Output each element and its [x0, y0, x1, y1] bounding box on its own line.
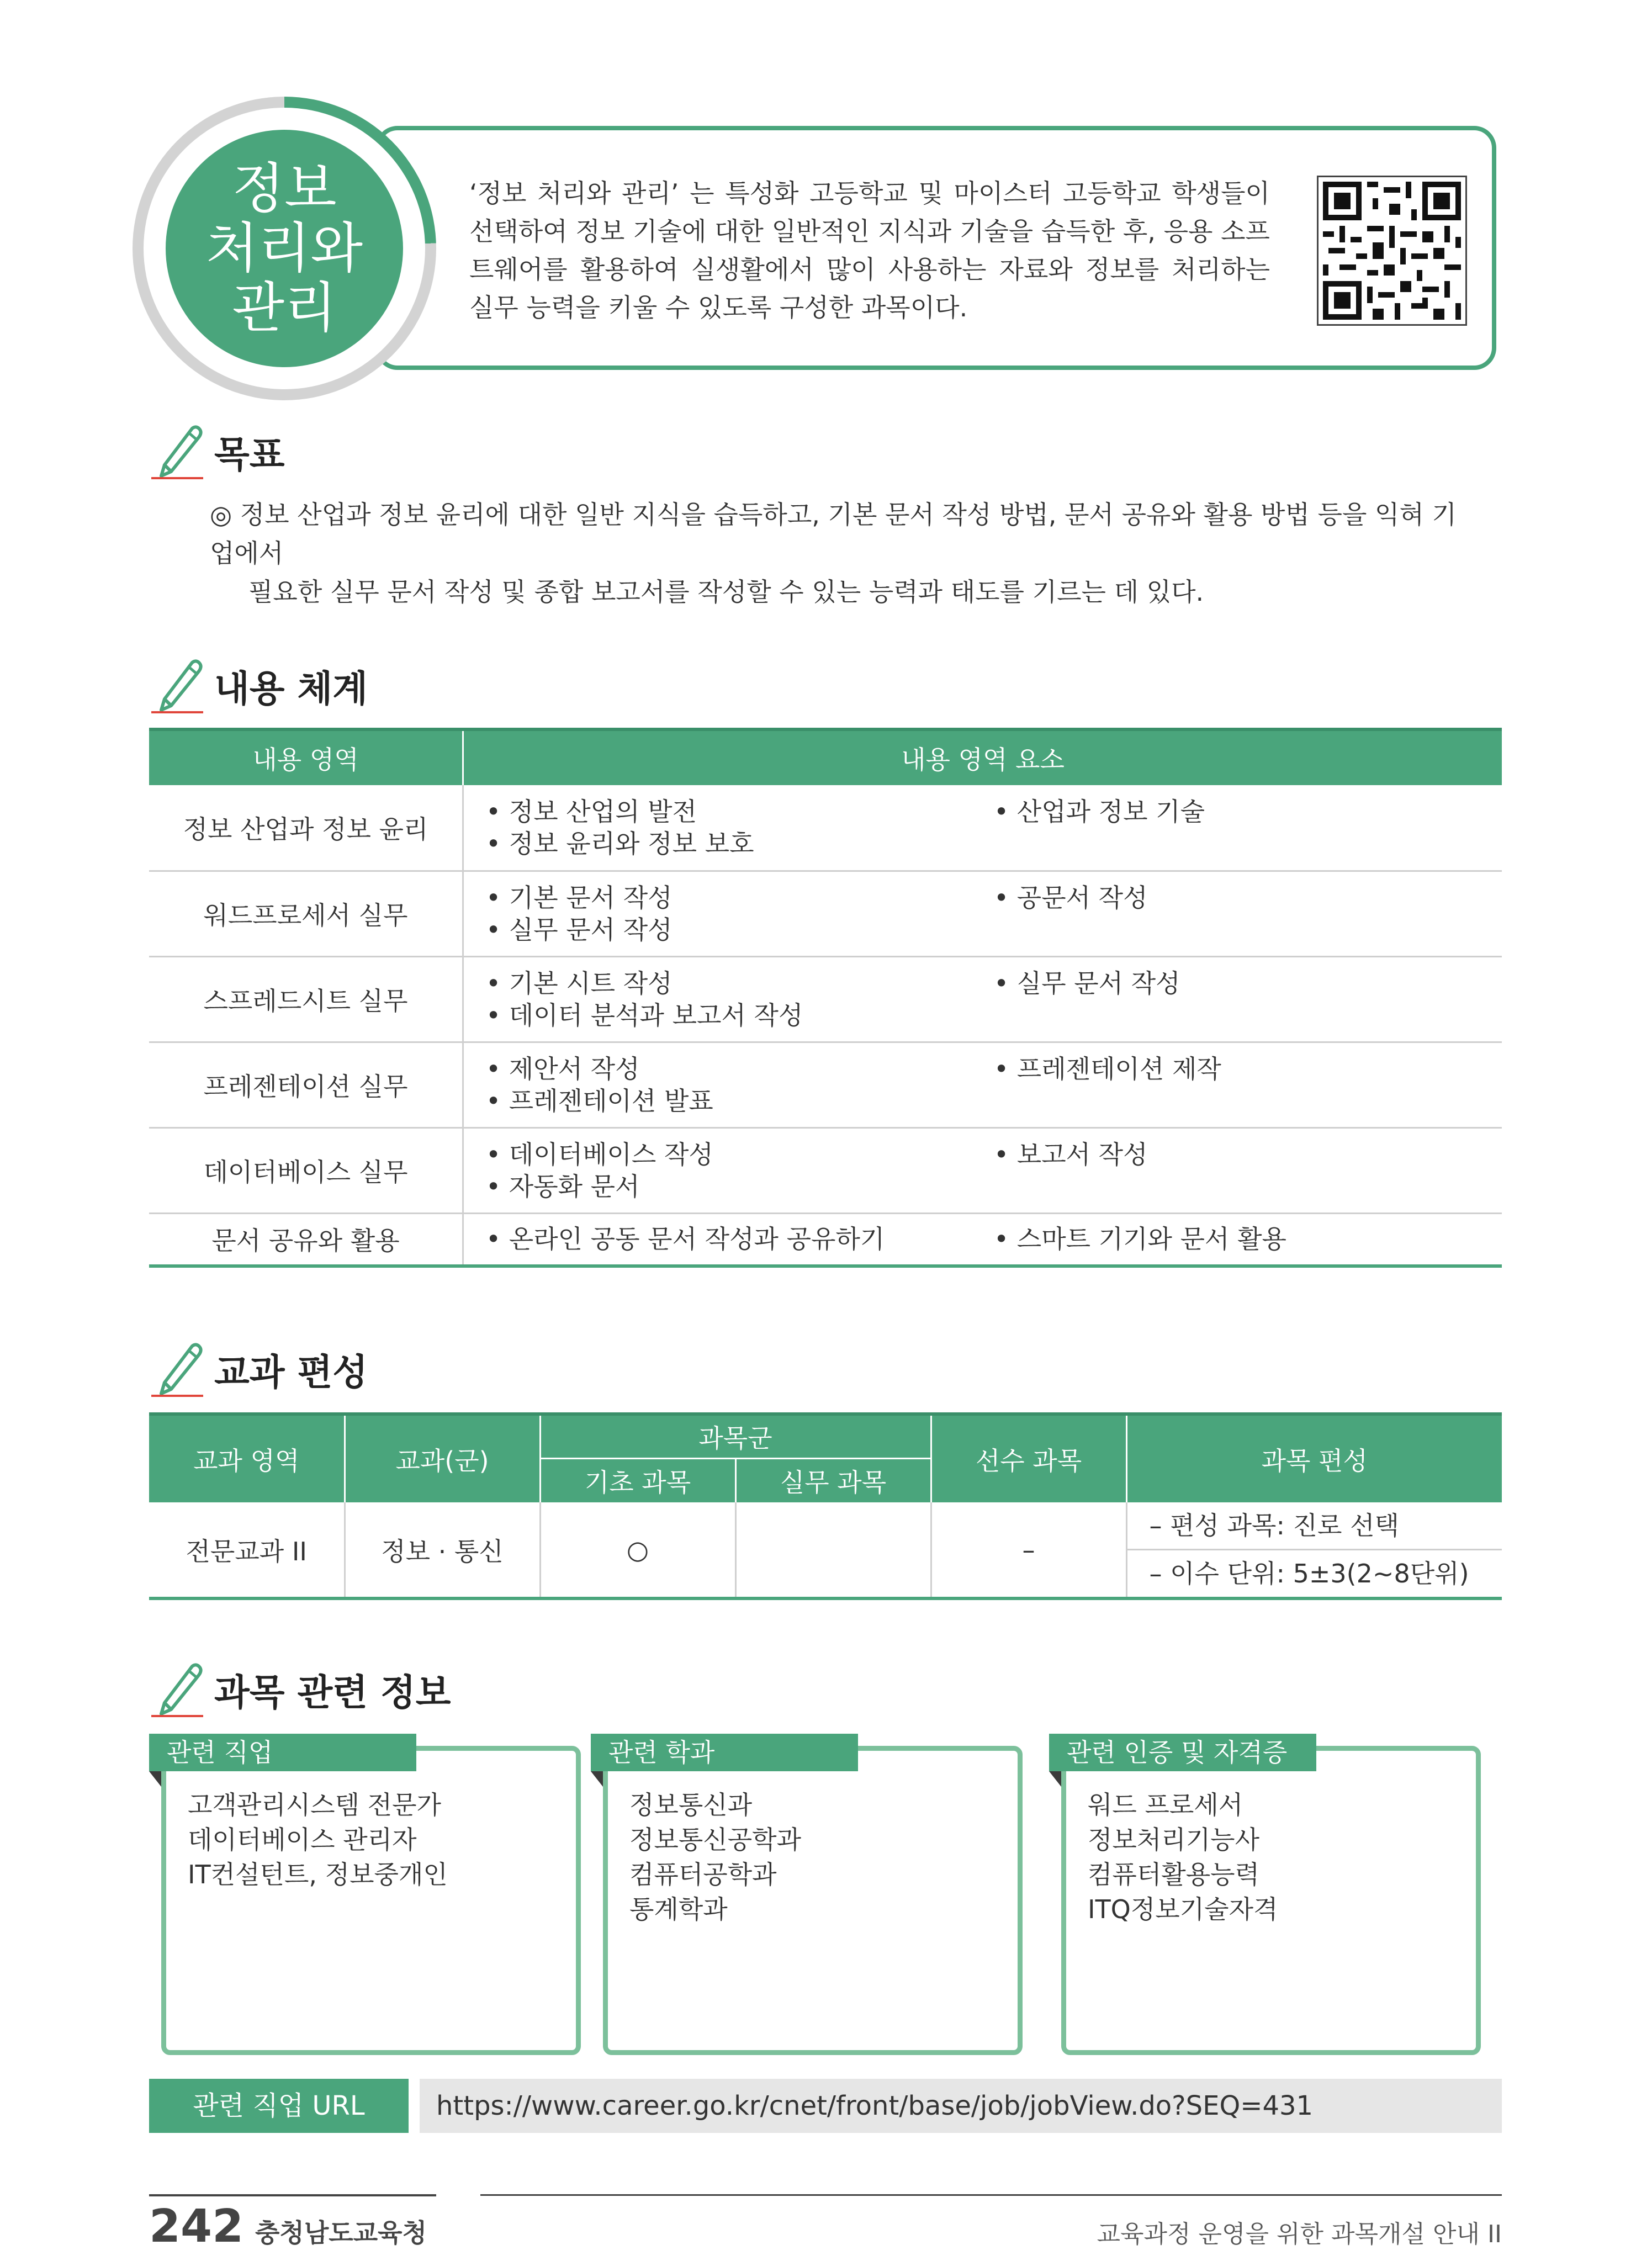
- curriculum-heading: [148, 1338, 368, 1399]
- table-row: [149, 785, 1502, 871]
- content-area: 문서 공유와 활용: [149, 1213, 463, 1266]
- curriculum-title: 교과 편성: [214, 1351, 368, 1394]
- qr-code-icon[interactable]: [1317, 176, 1467, 326]
- content-element: • 공문서 작성: [994, 882, 1148, 913]
- table-row: [149, 1213, 1502, 1266]
- footer-book-title: 교육과정 운영을 위한 과목개설 안내 II: [1097, 2220, 1502, 2248]
- cur-area: 전문교과 II: [149, 1502, 345, 1598]
- list-item: 정보통신공학과: [629, 1825, 802, 1855]
- page-number: 242: [149, 2200, 244, 2253]
- goal-title: 목표: [214, 433, 285, 476]
- cur-subject: 정보 · 통신: [345, 1502, 540, 1598]
- related-title: 과목 관련 정보: [214, 1671, 451, 1714]
- list-item: 워드 프로세서: [1088, 1790, 1243, 1820]
- footer-divider: [480, 2194, 1502, 2196]
- goal-heading: [148, 421, 285, 481]
- related-jobs-label: 관련 직업: [149, 1734, 416, 1771]
- cur-col-practical: 실무 과목: [735, 1458, 931, 1502]
- content-element: • 기본 시트 작성: [486, 968, 673, 998]
- content-element: • 기본 문서 작성: [486, 882, 673, 913]
- subject-title: 정보 처리와 관리: [205, 157, 363, 340]
- goal-line-1: ◎ 정보 산업과 정보 윤리에 대한 일반 지식을 습득하고, 기본 문서 작성 방법, 문서 공유와 활용 방법 등을 익혀 기업에서: [210, 500, 1457, 568]
- content-element: • 제안서 작성: [486, 1053, 640, 1084]
- content-col-elements: 내용 영역 요소: [463, 729, 1502, 785]
- content-area: 정보 산업과 정보 윤리: [149, 785, 463, 871]
- cur-col-group: 과목군: [540, 1414, 931, 1458]
- cur-col-composition: 과목 편성: [1126, 1414, 1502, 1502]
- title-circle: [166, 130, 403, 367]
- cur-col-basic: 기초 과목: [540, 1458, 735, 1502]
- cur-col-prereq: 선수 과목: [931, 1414, 1126, 1502]
- pencil-icon: [148, 1659, 208, 1719]
- cur-practical: [735, 1502, 931, 1598]
- list-item: 컴퓨터공학과: [629, 1860, 777, 1889]
- content-element: • 보고서 작성: [994, 1139, 1148, 1169]
- content-area: 데이터베이스 실무: [149, 1127, 463, 1213]
- content-area: 프레젠테이션 실무: [149, 1042, 463, 1127]
- table-row: [149, 1502, 1502, 1598]
- content-element: • 정보 윤리와 정보 보호: [486, 828, 754, 859]
- related-url-link[interactable]: https://www.career.go.kr/cnet/front/base/job/jobView.do?SEQ=431: [420, 2079, 1502, 2133]
- table-row: [149, 1127, 1502, 1213]
- curriculum-table: [149, 1412, 1502, 1600]
- cur-composition-1: – 편성 과목: 진로 선택: [1127, 1502, 1502, 1550]
- content-element: • 스마트 기기와 문서 활용: [994, 1224, 1286, 1254]
- related-jobs-box: [149, 1734, 574, 2043]
- content-heading: [148, 655, 368, 716]
- goal-line-2: 필요한 실무 문서 작성 및 종합 보고서를 작성할 수 있는 능력과 태도를 기르는 데 있다.: [248, 577, 1204, 607]
- table-row: [149, 1042, 1502, 1127]
- content-table: [149, 728, 1502, 1268]
- content-element: • 데이터베이스 작성: [486, 1139, 713, 1169]
- content-element: • 자동화 문서: [486, 1171, 640, 1201]
- content-element: • 온라인 공동 문서 작성과 공유하기: [486, 1224, 885, 1254]
- goal-text: [210, 495, 1480, 611]
- content-element: • 산업과 정보 기술: [994, 796, 1205, 827]
- table-row: [149, 871, 1502, 956]
- content-element: • 프레젠테이션 제작: [994, 1053, 1221, 1084]
- content-element: • 실무 문서 작성: [486, 914, 673, 945]
- related-depts-box: [591, 1734, 1016, 2043]
- cur-composition-2: – 이수 단위: 5±3(2~8단위): [1149, 1559, 1469, 1588]
- cur-basic: ○: [540, 1502, 735, 1598]
- related-url-label: 관련 직업 URL: [149, 2079, 409, 2133]
- content-area: 워드프로세서 실무: [149, 871, 463, 956]
- list-item: 고객관리시스템 전문가: [188, 1790, 441, 1820]
- list-item: 통계학과: [629, 1894, 728, 1924]
- list-item: 컴퓨터활용능력: [1088, 1860, 1260, 1889]
- content-title: 내용 체계: [214, 667, 368, 710]
- content-element: • 정보 산업의 발전: [486, 796, 697, 827]
- related-heading: [148, 1659, 451, 1719]
- list-item: 정보처리기능사: [1088, 1825, 1260, 1855]
- pencil-icon: [148, 421, 208, 481]
- publisher-name: 충청남도교육청: [255, 2218, 427, 2248]
- table-row: [149, 956, 1502, 1042]
- content-element: • 프레젠테이션 발표: [486, 1086, 713, 1116]
- related-certs-box: [1049, 1734, 1474, 2043]
- content-col-area: 내용 영역: [149, 729, 463, 785]
- subject-intro: ‘정보 처리와 관리’ 는 특성화 고등학교 및 마이스터 고등학교 학생들이 선택하여 정보 기술에 대한 일반적인 지식과 기술을 습득한 후, 응용 소프트웨어를 활용하여 실생활에서 많이 사용하는 자료와 정보를 처리하는 실무 능력을 키울 수 있도록 구성한 과목이다.: [469, 178, 1270, 322]
- cur-prereq: –: [931, 1502, 1126, 1598]
- list-item: ITQ정보기술자격: [1088, 1894, 1278, 1924]
- content-element: • 실무 문서 작성: [994, 968, 1180, 998]
- list-item: IT컨설턴트, 정보중개인: [188, 1860, 448, 1889]
- content-element: • 데이터 분석과 보고서 작성: [486, 1000, 803, 1030]
- content-area: 스프레드시트 실무: [149, 956, 463, 1042]
- cur-col-subject: 교과(군): [345, 1414, 540, 1502]
- cur-col-area: 교과 영역: [149, 1414, 345, 1502]
- list-item: 데이터베이스 관리자: [188, 1825, 417, 1855]
- pencil-icon: [148, 1338, 208, 1399]
- related-depts-label: 관련 학과: [591, 1734, 858, 1771]
- pencil-icon: [148, 655, 208, 716]
- footer-divider: [149, 2194, 436, 2196]
- list-item: 정보통신과: [629, 1790, 753, 1820]
- related-certs-label: 관련 인증 및 자격증: [1049, 1734, 1316, 1771]
